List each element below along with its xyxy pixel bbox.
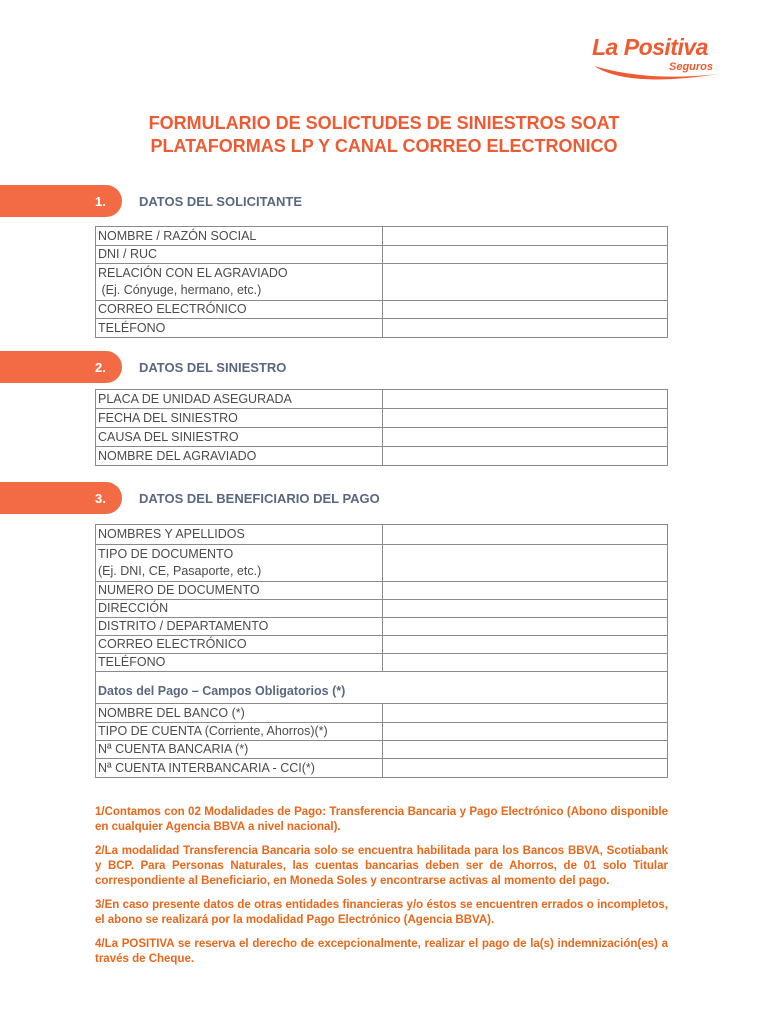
logo-sub-text: Seguros [669, 61, 714, 73]
note-paragraph: 4/La POSITIVA se reserva el derecho de excepcionalmente, realizar el pago de la(s) indemnización(es) a través de Cheque. [95, 938, 668, 965]
field-label: FECHA DEL SINIESTRO [96, 409, 383, 428]
field-label-line2: (Ej. DNI, CE, Pasaporte, etc.) [98, 564, 262, 578]
field-label-line2: (Ej. Cónyuge, hermano, etc.) [98, 283, 262, 297]
field-label: PLACA DE UNIDAD ASEGURADA [96, 390, 383, 409]
note-paragraph: 3/En caso presente datos de otras entidades financieras y/o éstos se encuentren errados o incompletos, el abono se realizará por la modalidad Pago Electrónico (Agencia BBVA). [95, 899, 668, 926]
claim-cause-input[interactable] [383, 428, 668, 447]
field-label: TELÉFONO [96, 319, 383, 338]
applicant-relation-input[interactable] [383, 264, 668, 301]
claim-table [95, 389, 668, 466]
account-type-input[interactable] [383, 723, 668, 741]
applicant-email-input[interactable] [383, 301, 668, 319]
beneficiary-name-input[interactable] [383, 525, 668, 545]
applicant-dni-input[interactable] [383, 246, 668, 264]
payment-notes [95, 805, 668, 976]
field-label: DISTRITO / DEPARTAMENTO [96, 618, 383, 636]
table-row [96, 301, 668, 319]
note-paragraph: 2/La modalidad Transferencia Bancaria solo se encuentra habilitada para los Bancos BBVA, Scotiabank y BCP. Para Personas Naturales, las cuentas bancarias deben ser de Ahorros, de 01 solo Titular correspondiente al Beneficiario, en Moneda Soles y encontrarse activas al momento del pago. [95, 845, 668, 887]
table-row [96, 428, 668, 447]
address-input[interactable] [383, 600, 668, 618]
field-label: TIPO DE CUENTA (Corriente, Ahorros)(*) [96, 723, 383, 741]
payment-subheading: Datos del Pago – Campos Obligatorios (*) [96, 672, 668, 704]
table-row [96, 545, 668, 582]
table-row [96, 264, 668, 301]
section-3-number: 3. [95, 491, 106, 506]
injured-name-input[interactable] [383, 447, 668, 466]
table-row [96, 246, 668, 264]
form-title [0, 112, 768, 158]
applicant-phone-input[interactable] [383, 319, 668, 338]
table-row [96, 600, 668, 618]
form-title-line1: FORMULARIO DE SOLICTUDES DE SINIESTROS SOAT [148, 113, 620, 133]
field-label: CORREO ELECTRÓNICO [96, 301, 383, 319]
table-row [96, 319, 668, 338]
plate-input[interactable] [383, 390, 668, 409]
account-number-input[interactable] [383, 741, 668, 759]
field-label: DNI / RUC [96, 246, 383, 264]
applicant-name-input[interactable] [383, 227, 668, 246]
table-row [96, 741, 668, 759]
section-2-title: DATOS DEL SINIESTRO [139, 360, 287, 375]
table-row [96, 704, 668, 723]
beneficiary-phone-input[interactable] [383, 654, 668, 672]
field-label: Nª CUENTA INTERBANCARIA - CCI(*) [96, 759, 383, 778]
section-3-title: DATOS DEL BENEFICIARIO DEL PAGO [139, 491, 380, 506]
applicant-table [95, 226, 668, 338]
table-row [96, 390, 668, 409]
field-label: CAUSA DEL SINIESTRO [96, 428, 383, 447]
field-label: NOMBRES Y APELLIDOS [96, 525, 383, 545]
field-label [96, 545, 383, 582]
table-row [96, 447, 668, 466]
table-row [96, 409, 668, 428]
table-row [96, 636, 668, 654]
note-paragraph: 1/Contamos con 02 Modalidades de Pago: Transferencia Bancaria y Pago Electrónico (Abono disponible en cualquier Agencia BBVA a nivel nacional). [95, 806, 668, 833]
document-number-input[interactable] [383, 582, 668, 600]
table-row [96, 654, 668, 672]
field-label: NUMERO DE DOCUMENTO [96, 582, 383, 600]
document-type-input[interactable] [383, 545, 668, 582]
field-label [96, 264, 383, 301]
table-row [96, 525, 668, 545]
table-row [96, 672, 668, 704]
form-title-line2: PLATAFORMAS LP Y CANAL CORREO ELECTRONICO [150, 136, 618, 156]
field-label: TELÉFONO [96, 654, 383, 672]
table-row [96, 582, 668, 600]
field-label-line1: TIPO DE DOCUMENTO [98, 547, 234, 561]
table-row [96, 759, 668, 778]
table-row [96, 723, 668, 741]
section-1-title: DATOS DEL SOLICITANTE [139, 194, 302, 209]
table-row [96, 618, 668, 636]
company-logo [588, 30, 738, 90]
table-row [96, 227, 668, 246]
field-label: NOMBRE / RAZÓN SOCIAL [96, 227, 383, 246]
field-label: NOMBRE DEL AGRAVIADO [96, 447, 383, 466]
field-label: CORREO ELECTRÓNICO [96, 636, 383, 654]
claim-date-input[interactable] [383, 409, 668, 428]
section-1-number: 1. [95, 194, 106, 209]
section-2-number: 2. [95, 360, 106, 375]
district-input[interactable] [383, 618, 668, 636]
cci-input[interactable] [383, 759, 668, 778]
bank-name-input[interactable] [383, 704, 668, 723]
field-label: DIRECCIÓN [96, 600, 383, 618]
beneficiary-table [95, 524, 668, 778]
field-label-line1: RELACIÓN CON EL AGRAVIADO [98, 266, 288, 280]
logo-brand-text: La Positiva [592, 34, 708, 60]
field-label: Nª CUENTA BANCARIA (*) [96, 741, 383, 759]
field-label: NOMBRE DEL BANCO (*) [96, 704, 383, 723]
beneficiary-email-input[interactable] [383, 636, 668, 654]
